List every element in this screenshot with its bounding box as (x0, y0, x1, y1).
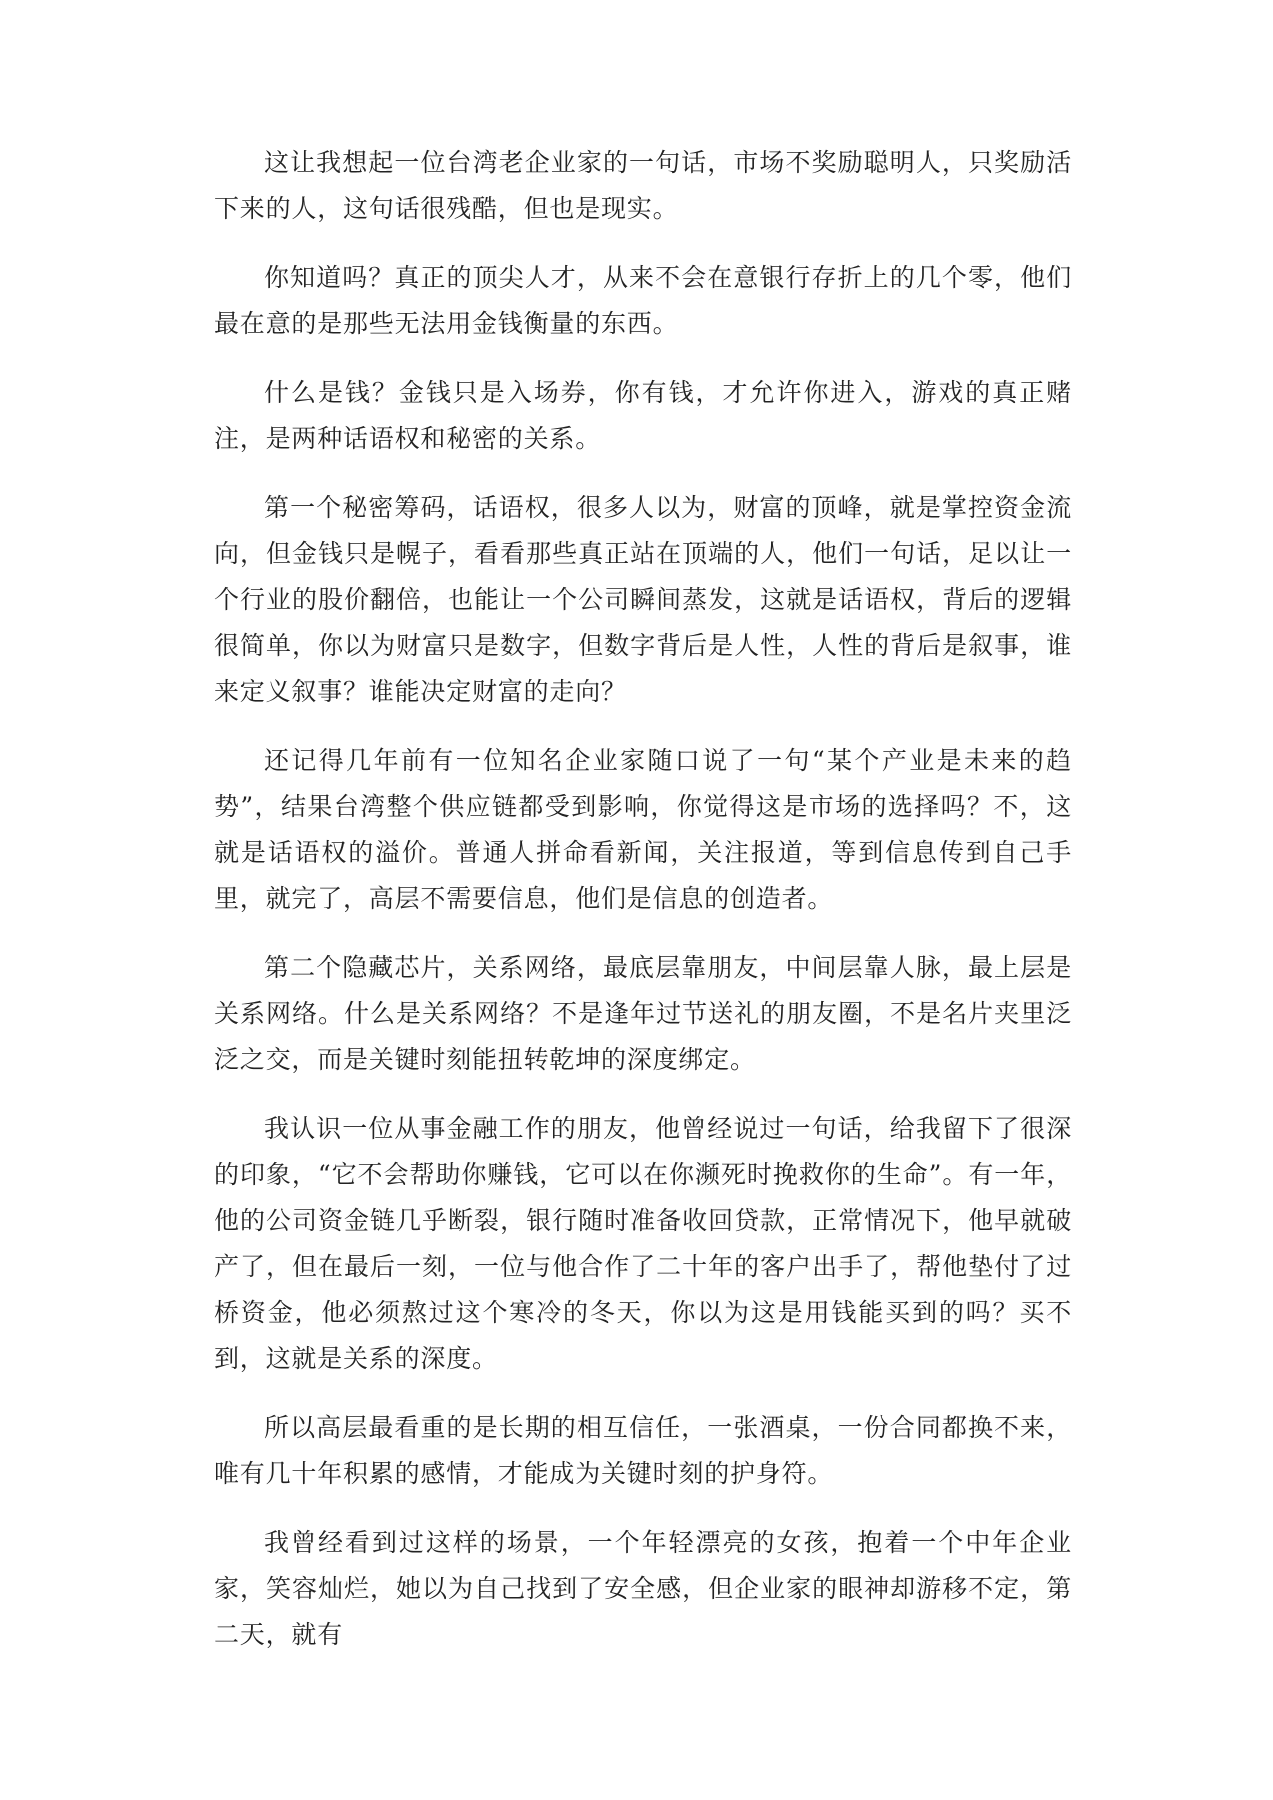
paragraph-9: 我曾经看到过这样的场景，一个年轻漂亮的女孩，抱着一个中年企业家，笑容灿烂，她以为自己找到了安全感，但企业家的眼神却游移不定，第二天，就有 (214, 1528, 1072, 1649)
paragraph-4: 第一个秘密筹码，话语权，很多人以为，财富的顶峰，就是掌控资金流向，但金钱只是幌子，看看那些真正站在顶端的人，他们一句话，足以让一个行业的股价翻倍，也能让一个公司瞬间蒸发，这就是话语权，背后的逻辑很简单，你以为财富只是数字，但数字背后是人性，人性的背后是叙事，谁来定义叙事？谁能决定财富的走向？ (214, 493, 1072, 706)
paragraph-2: 你知道吗？真正的顶尖人才，从来不会在意银行存折上的几个零，他们最在意的是那些无法用金钱衡量的东西。 (214, 263, 1072, 338)
paragraph-1: 这让我想起一位台湾老企业家的一句话，市场不奖励聪明人，只奖励活下来的人，这句话很残酷，但也是现实。 (214, 148, 1072, 223)
paragraph-5: 还记得几年前有一位知名企业家随口说了一句“某个产业是未来的趋势”，结果台湾整个供应链都受到影响，你觉得这是市场的选择吗？不，这就是话语权的溢价。普通人拼命看新闻，关注报道，等到信息传到自己手里，就完了，高层不需要信息，他们是信息的创造者。 (214, 746, 1072, 913)
paragraph-6: 第二个隐藏芯片，关系网络，最底层靠朋友，中间层靠人脉，最上层是关系网络。什么是关系网络？不是逢年过节送礼的朋友圈，不是名片夹里泛泛之交，而是关键时刻能扭转乾坤的深度绑定。 (214, 953, 1072, 1074)
paragraph-8: 所以高层最看重的是长期的相互信任，一张酒桌，一份合同都换不来，唯有几十年积累的感情，才能成为关键时刻的护身符。 (214, 1413, 1072, 1488)
paragraph-3: 什么是钱？金钱只是入场券，你有钱，才允许你进入，游戏的真正赌注，是两种话语权和秘密的关系。 (214, 378, 1072, 453)
document-body (214, 140, 1072, 1681)
paragraph-7: 我认识一位从事金融工作的朋友，他曾经说过一句话，给我留下了很深的印象，“它不会帮助你赚钱，它可以在你濒死时挽救你的生命”。有一年，他的公司资金链几乎断裂，银行随时准备收回贷款，正常情况下，他早就破产了，但在最后一刻，一位与他合作了二十年的客户出手了，帮他垫付了过桥资金，他必须熬过这个寒冷的冬天，你以为这是用钱能买到的吗？买不到，这就是关系的深度。 (214, 1114, 1072, 1373)
